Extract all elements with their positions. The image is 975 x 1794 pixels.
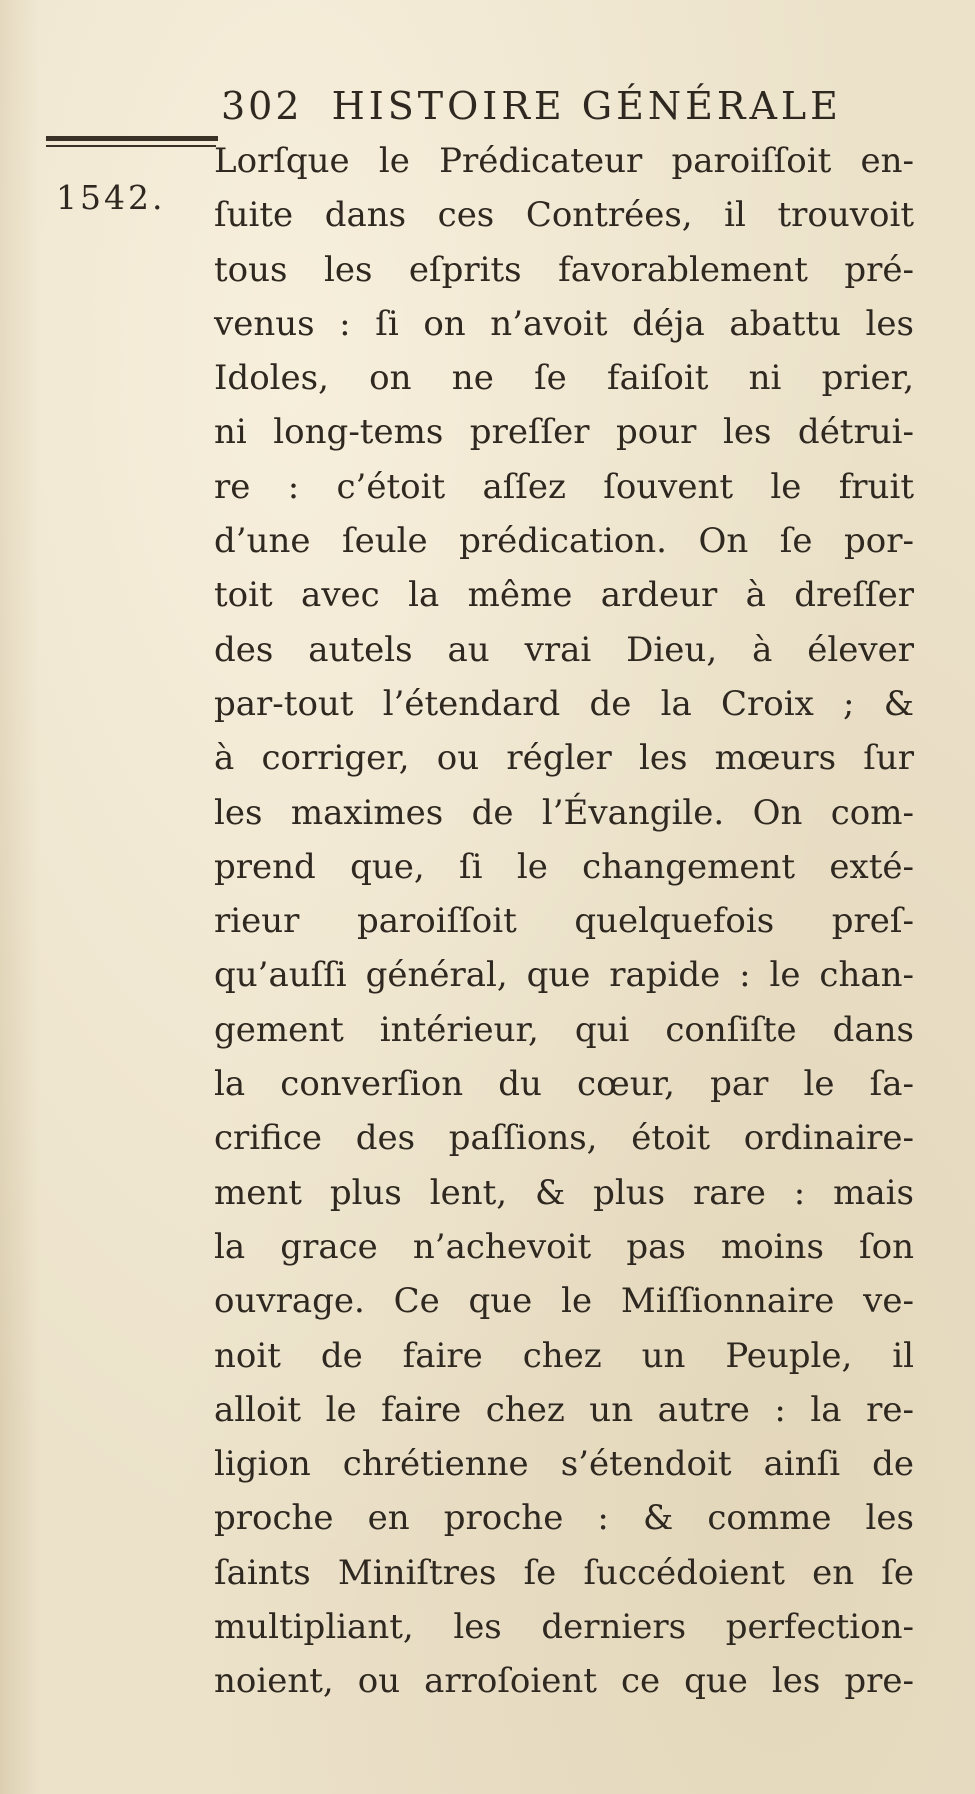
text-line: Lorſque le Prédicateur paroiſſoit en- bbox=[214, 141, 914, 181]
text-line: gement intérieur, qui conſiſte dans bbox=[214, 1009, 914, 1050]
margin-year: 1542. bbox=[56, 178, 166, 217]
text-line: alloit le faire chez un autre : la re- bbox=[214, 1389, 914, 1430]
text-line: des autels au vrai Dieu, à élever bbox=[214, 629, 914, 670]
running-header bbox=[221, 84, 871, 136]
text-line: toit avec la même ardeur à dreſſer bbox=[214, 575, 914, 616]
text-line: ni long-tems preſſer pour les détrui- bbox=[214, 412, 914, 453]
text-line: d’une ſeule prédication. On ſe por- bbox=[214, 521, 914, 562]
header-rule-thick bbox=[46, 136, 218, 141]
text-line: noit de faire chez un Peuple, il bbox=[214, 1335, 914, 1376]
text-line: re : c’étoit aſſez ſouvent le fruit bbox=[214, 466, 914, 507]
body-text bbox=[214, 134, 914, 1709]
text-line: ſuite dans ces Contrées, il trouvoit bbox=[214, 195, 914, 236]
text-line: Idoles, on ne ſe faiſoit ni prier, bbox=[214, 358, 914, 399]
text-line: les maximes de l’Évangile. On com- bbox=[214, 792, 914, 833]
text-line: ligion chrétienne s’étendoit ainſi de bbox=[214, 1444, 914, 1485]
text-line: noient, ou arroſoient ce que les pre- bbox=[214, 1661, 914, 1702]
text-line: crifice des paſſions, étoit ordinaire- bbox=[214, 1118, 914, 1159]
text-line: ſaints Miniſtres ſe ſuccédoient en ſe bbox=[214, 1552, 914, 1593]
text-line: proche en proche : & comme les bbox=[214, 1498, 914, 1539]
text-line: la grace n’achevoit pas moins ſon bbox=[214, 1226, 914, 1267]
page-number: 302 bbox=[221, 84, 303, 128]
running-title: HISTOIRE GÉNÉRALE bbox=[331, 84, 842, 128]
text-line: tous les eſprits favorablement pré- bbox=[214, 249, 914, 290]
text-line: venus : ſi on n’avoit déja abattu les bbox=[214, 303, 914, 344]
text-line: multipliant, les derniers perfection- bbox=[214, 1607, 914, 1648]
header-rule-thin bbox=[46, 145, 216, 147]
text-line: à corriger, ou régler les mœurs ſur bbox=[214, 738, 914, 779]
text-line: qu’auſſi général, que rapide : le chan- bbox=[214, 955, 914, 996]
text-line: la converſion du cœur, par le ſa- bbox=[214, 1064, 914, 1105]
text-line: prend que, ſi le changement exté- bbox=[214, 846, 914, 887]
text-line: rieur paroiſſoit quelquefois preſ- bbox=[214, 901, 914, 942]
text-line: ouvrage. Ce que le Miſſionnaire ve- bbox=[214, 1281, 914, 1322]
text-line: par-tout l’étendard de la Croix ; & bbox=[214, 683, 914, 724]
text-line: ment plus lent, & plus rare : mais bbox=[214, 1172, 914, 1213]
